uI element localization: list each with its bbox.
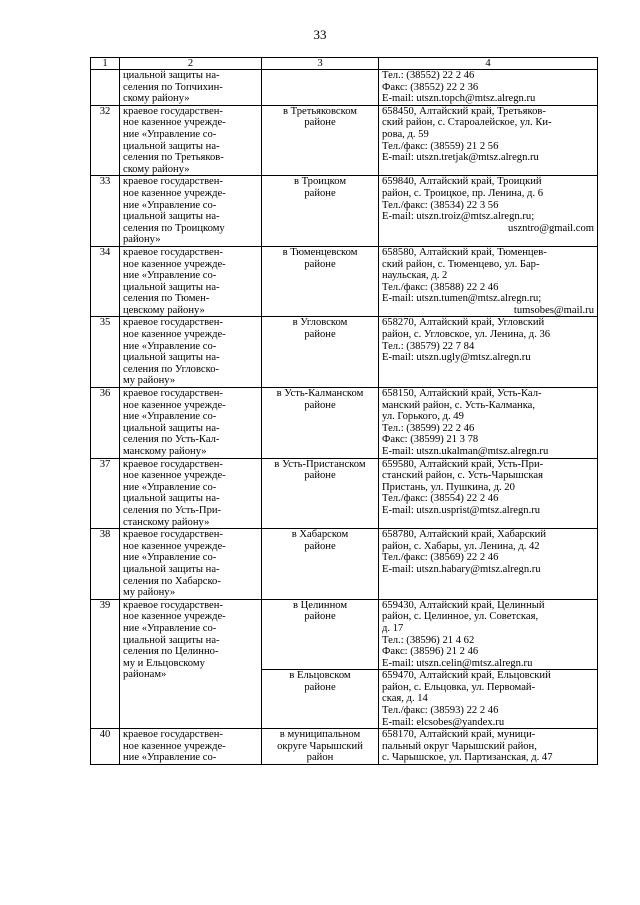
organization-name-line: циальной защиты на-	[123, 634, 220, 646]
organization-name-line: ние «Управление со-	[123, 340, 217, 352]
organization-name-line: ное казенное учрежде-	[123, 399, 226, 411]
table-header-row	[91, 58, 598, 70]
organization-name-line: краевое государствен-	[123, 105, 223, 117]
address-line: 658150, Алтайский край, Усть-Кал-	[382, 388, 542, 400]
institutions-table	[90, 57, 598, 765]
organization-name-line: краевое государствен-	[123, 246, 223, 258]
organization-name	[120, 729, 262, 765]
address-line: 658780, Алтайский край, Хабарский	[382, 529, 547, 541]
page-number: 33	[313, 27, 327, 42]
table-row	[91, 105, 598, 176]
organization-name	[120, 176, 262, 247]
organization-name-line: краевое государствен-	[123, 599, 223, 611]
email-line: E-mail: utszn.troiz@mtsz.alregn.ru;	[382, 211, 535, 223]
organization-name-line: ное казенное учрежде-	[123, 117, 226, 129]
service-area	[262, 246, 379, 317]
row-number: 39	[91, 599, 120, 729]
service-area-line: район	[306, 752, 334, 764]
organization-name-line: районам»	[123, 669, 167, 681]
organization-name-line: краевое государствен-	[123, 529, 223, 541]
row-number: 35	[91, 317, 120, 388]
table-row	[91, 317, 598, 388]
organization-name-line: краевое государствен-	[123, 458, 223, 470]
contact-address	[379, 529, 598, 600]
row-number: 33	[91, 176, 120, 247]
table-body	[91, 70, 598, 765]
row-number: 40	[91, 729, 120, 765]
service-area	[262, 458, 379, 529]
organization-name-line: ние «Управление со-	[123, 411, 217, 423]
service-area-line: в Целинном	[292, 599, 348, 611]
organization-name	[120, 599, 262, 729]
service-area-line: районе	[304, 258, 336, 270]
organization-name-line: ние «Управление со-	[123, 128, 217, 140]
address-line: 658450, Алтайский край, Третьяков-	[382, 105, 546, 117]
email-line: tumsobes@mail.ru	[513, 304, 594, 316]
organization-name-line: циальной защиты на-	[123, 352, 220, 364]
table-row	[91, 529, 598, 600]
address-line: Тел.: (38599) 22 2 46	[382, 422, 475, 434]
organization-name-line: циальной защиты на-	[123, 70, 220, 81]
organization-name-line: селения по Третьяков-	[123, 152, 224, 164]
email-line: E-mail: utszn.usprist@mtsz.alregn.ru	[382, 504, 541, 516]
email-line: E-mail: utszn.tumen@mtsz.alregn.ru;	[382, 293, 542, 305]
address-line: пальный округ Чарышский район,	[382, 740, 537, 752]
service-area-line: районе	[304, 681, 336, 693]
address-line: Тел.: (38596) 21 4 62	[382, 634, 475, 646]
contact-address	[379, 729, 598, 765]
address-line: наульская, д. 2	[382, 270, 448, 282]
service-area-line: районе	[304, 187, 336, 199]
organization-name-line: циальной защиты на-	[123, 422, 220, 434]
organization-name-line: ное казенное учрежде-	[123, 740, 226, 752]
organization-name-line: манскому району»	[123, 446, 207, 457]
contact-address	[379, 105, 598, 176]
address-line: станский район, с. Усть-Чарышская	[382, 470, 543, 482]
email-line: E-mail: utszn.habary@mtsz.alregn.ru	[382, 563, 541, 575]
organization-name-line: ное казенное учрежде-	[123, 611, 226, 623]
service-area-line: в Угловском	[292, 317, 348, 329]
organization-name-line: циальной защиты на-	[123, 211, 220, 223]
table-row	[91, 176, 598, 247]
organization-name-line: скому району»	[123, 163, 190, 175]
organization-name-line: ное казенное учрежде-	[123, 187, 226, 199]
contact-address	[379, 458, 598, 529]
organization-name-line: му району»	[123, 375, 176, 387]
organization-name-line: селения по Топчихин-	[123, 81, 223, 93]
service-area	[262, 388, 379, 459]
address-line: ский район, с. Тюменцево, ул. Бар-	[382, 258, 540, 270]
address-line: с. Чарышское, ул. Партизанская, д. 47	[382, 752, 553, 764]
organization-name-line: ное казенное учрежде-	[123, 540, 226, 552]
address-line: д. 17	[382, 622, 404, 634]
table-row	[91, 388, 598, 459]
service-area-line: в Ельцовском	[289, 670, 351, 682]
address-line: Тел./факс: (38588) 22 2 46	[382, 281, 499, 293]
organization-name-line: ние «Управление со-	[123, 481, 217, 493]
address-line: 658270, Алтайский край, Угловский	[382, 317, 545, 329]
address-line: район, с. Угловское, ул. Ленина, д. 36	[382, 329, 551, 341]
address-line: Тел.: (38552) 22 2 46	[382, 70, 475, 81]
service-area	[262, 317, 379, 388]
table-row	[91, 458, 598, 529]
organization-name-line: ние «Управление со-	[123, 752, 217, 764]
column-header: 2	[120, 58, 262, 70]
table-row	[91, 729, 598, 765]
service-area-line: округе Чарышский	[277, 740, 363, 752]
service-area-line: районе	[304, 399, 336, 411]
service-area-line: в Тюменцевском	[282, 246, 358, 258]
service-area-line: районе	[304, 117, 336, 129]
organization-name-line: циальной защиты на-	[123, 563, 220, 575]
email-line: E-mail: utszn.tretjak@mtsz.alregn.ru	[382, 152, 539, 164]
organization-name-line: краевое государствен-	[123, 388, 223, 400]
organization-name	[120, 388, 262, 459]
service-area	[262, 729, 379, 765]
service-area	[262, 599, 379, 670]
address-line: Факс: (38552) 22 2 36	[382, 81, 479, 93]
contact-address	[379, 599, 598, 670]
organization-name-line: ние «Управление со-	[123, 270, 217, 282]
email-line: E-mail: utszn.topch@mtsz.alregn.ru	[382, 93, 536, 105]
contact-address	[379, 176, 598, 247]
organization-name-line: ние «Управление со-	[123, 552, 217, 564]
organization-name-line: селения по Троицкому	[123, 222, 225, 234]
organization-name-line: ние «Управление со-	[123, 199, 217, 211]
address-line: Тел./факс: (38559) 21 2 56	[382, 140, 499, 152]
address-line: 659470, Алтайский край, Ельцовский	[382, 670, 551, 682]
address-line: район, с. Хабары, ул. Ленина, д. 42	[382, 540, 540, 552]
table-row	[91, 599, 598, 670]
row-number	[91, 70, 120, 106]
address-line: ская, д. 14	[382, 693, 428, 705]
organization-name	[120, 70, 262, 106]
service-area	[262, 176, 379, 247]
organization-name-line: краевое государствен-	[123, 317, 223, 329]
address-line: ский район, с. Староалейское, ул. Ки-	[382, 117, 552, 129]
service-area-line: районе	[304, 329, 336, 341]
address-line: Тел.: (38579) 22 7 84	[382, 340, 475, 352]
address-line: рова, д. 59	[382, 128, 429, 140]
address-line: район, с. Целинное, ул. Советская,	[382, 611, 539, 623]
row-number: 32	[91, 105, 120, 176]
organization-name-line: станскому району»	[123, 516, 210, 528]
address-line: 659430, Алтайский край, Целинный	[382, 599, 545, 611]
address-line: манский район, с. Усть-Калманка,	[382, 399, 536, 411]
organization-name	[120, 246, 262, 317]
address-line: Тел./факс: (38593) 22 2 46	[382, 705, 499, 717]
address-line: ул. Горького, д. 49	[382, 411, 464, 423]
address-line: 659580, Алтайский край, Усть-При-	[382, 458, 544, 470]
organization-name-line: ное казенное учрежде-	[123, 258, 226, 270]
organization-name-line: краевое государствен-	[123, 729, 223, 741]
email-line: E-mail: utszn.ugly@mtsz.alregn.ru	[382, 352, 531, 364]
service-area-line: в Троицком	[293, 176, 347, 188]
service-area	[262, 670, 379, 729]
address-line: 659840, Алтайский край, Троицкий	[382, 176, 542, 188]
contact-address	[379, 388, 598, 459]
address-line: район, с. Ельцовка, ул. Первомай-	[382, 681, 536, 693]
organization-name-line: ное казенное учрежде-	[123, 329, 226, 341]
column-header: 4	[379, 58, 598, 70]
email-line: uszntro@gmail.com	[508, 222, 594, 234]
organization-name	[120, 105, 262, 176]
organization-name-line: селения по Усть-При-	[123, 504, 222, 516]
organization-name-line: селения по Усть-Кал-	[123, 434, 220, 446]
organization-name-line: селения по Тюмен-	[123, 293, 210, 305]
organization-name-line: району»	[123, 234, 161, 246]
service-area-line: в Хабарском	[291, 529, 349, 541]
service-area-line: в Усть-Пристанском	[274, 458, 366, 470]
organization-name-line: селения по Хабарско-	[123, 575, 221, 587]
organization-name-line: краевое государствен-	[123, 176, 223, 188]
email-line: E-mail: utszn.celin@mtsz.alregn.ru	[382, 657, 533, 669]
email-line: E-mail: utszn.ukalman@mtsz.alregn.ru	[382, 446, 549, 457]
email-line: E-mail: elcsobes@yandex.ru	[382, 716, 505, 728]
address-line: 658580, Алтайский край, Тюменцев-	[382, 246, 547, 258]
row-number: 34	[91, 246, 120, 317]
organization-name-line: циальной защиты на-	[123, 281, 220, 293]
organization-name	[120, 317, 262, 388]
contact-address	[379, 670, 598, 729]
service-area	[262, 529, 379, 600]
service-area	[262, 105, 379, 176]
service-area-line: в Усть-Калманском	[276, 388, 364, 400]
organization-name	[120, 529, 262, 600]
contact-address	[379, 70, 598, 106]
column-header: 3	[262, 58, 379, 70]
organization-name-line: му району»	[123, 587, 176, 599]
row-number: 37	[91, 458, 120, 529]
organization-name-line: циальной защиты на-	[123, 140, 220, 152]
address-line: Факс: (38596) 21 2 46	[382, 646, 479, 658]
service-area-line: районе	[304, 470, 336, 482]
address-line: Факс: (38599) 21 3 78	[382, 434, 479, 446]
organization-name-line: селения по Целинно-	[123, 646, 219, 658]
organization-name-line: му и Ельцовскому	[123, 657, 205, 669]
organization-name-line: ное казенное учрежде-	[123, 470, 226, 482]
contact-address	[379, 246, 598, 317]
address-line: Тел./факс: (38554) 22 2 46	[382, 493, 499, 505]
address-line: 658170, Алтайский край, муници-	[382, 729, 536, 741]
column-header: 1	[91, 58, 120, 70]
address-line: район, с. Троицкое, пр. Ленина, д. 6	[382, 187, 544, 199]
address-line: Тел./факс: (38534) 22 3 56	[382, 199, 499, 211]
address-line: Пристань, ул. Пушкина, д. 20	[382, 481, 515, 493]
organization-name-line: цевскому району»	[123, 304, 205, 316]
table-row	[91, 246, 598, 317]
table-row	[91, 70, 598, 106]
service-area-line: районе	[304, 540, 336, 552]
row-number: 38	[91, 529, 120, 600]
organization-name-line: селения по Угловско-	[123, 363, 220, 375]
service-area-line: в Третьяковском	[282, 105, 357, 117]
service-area	[262, 70, 379, 106]
address-line: Тел./факс: (38569) 22 2 46	[382, 552, 499, 564]
organization-name-line: ние «Управление со-	[123, 622, 217, 634]
row-number: 36	[91, 388, 120, 459]
service-area-line: районе	[304, 611, 336, 623]
contact-address	[379, 317, 598, 388]
organization-name-line: скому району»	[123, 93, 190, 105]
service-area-line: в муниципальном	[279, 729, 361, 741]
organization-name	[120, 458, 262, 529]
organization-name-line: циальной защиты на-	[123, 493, 220, 505]
